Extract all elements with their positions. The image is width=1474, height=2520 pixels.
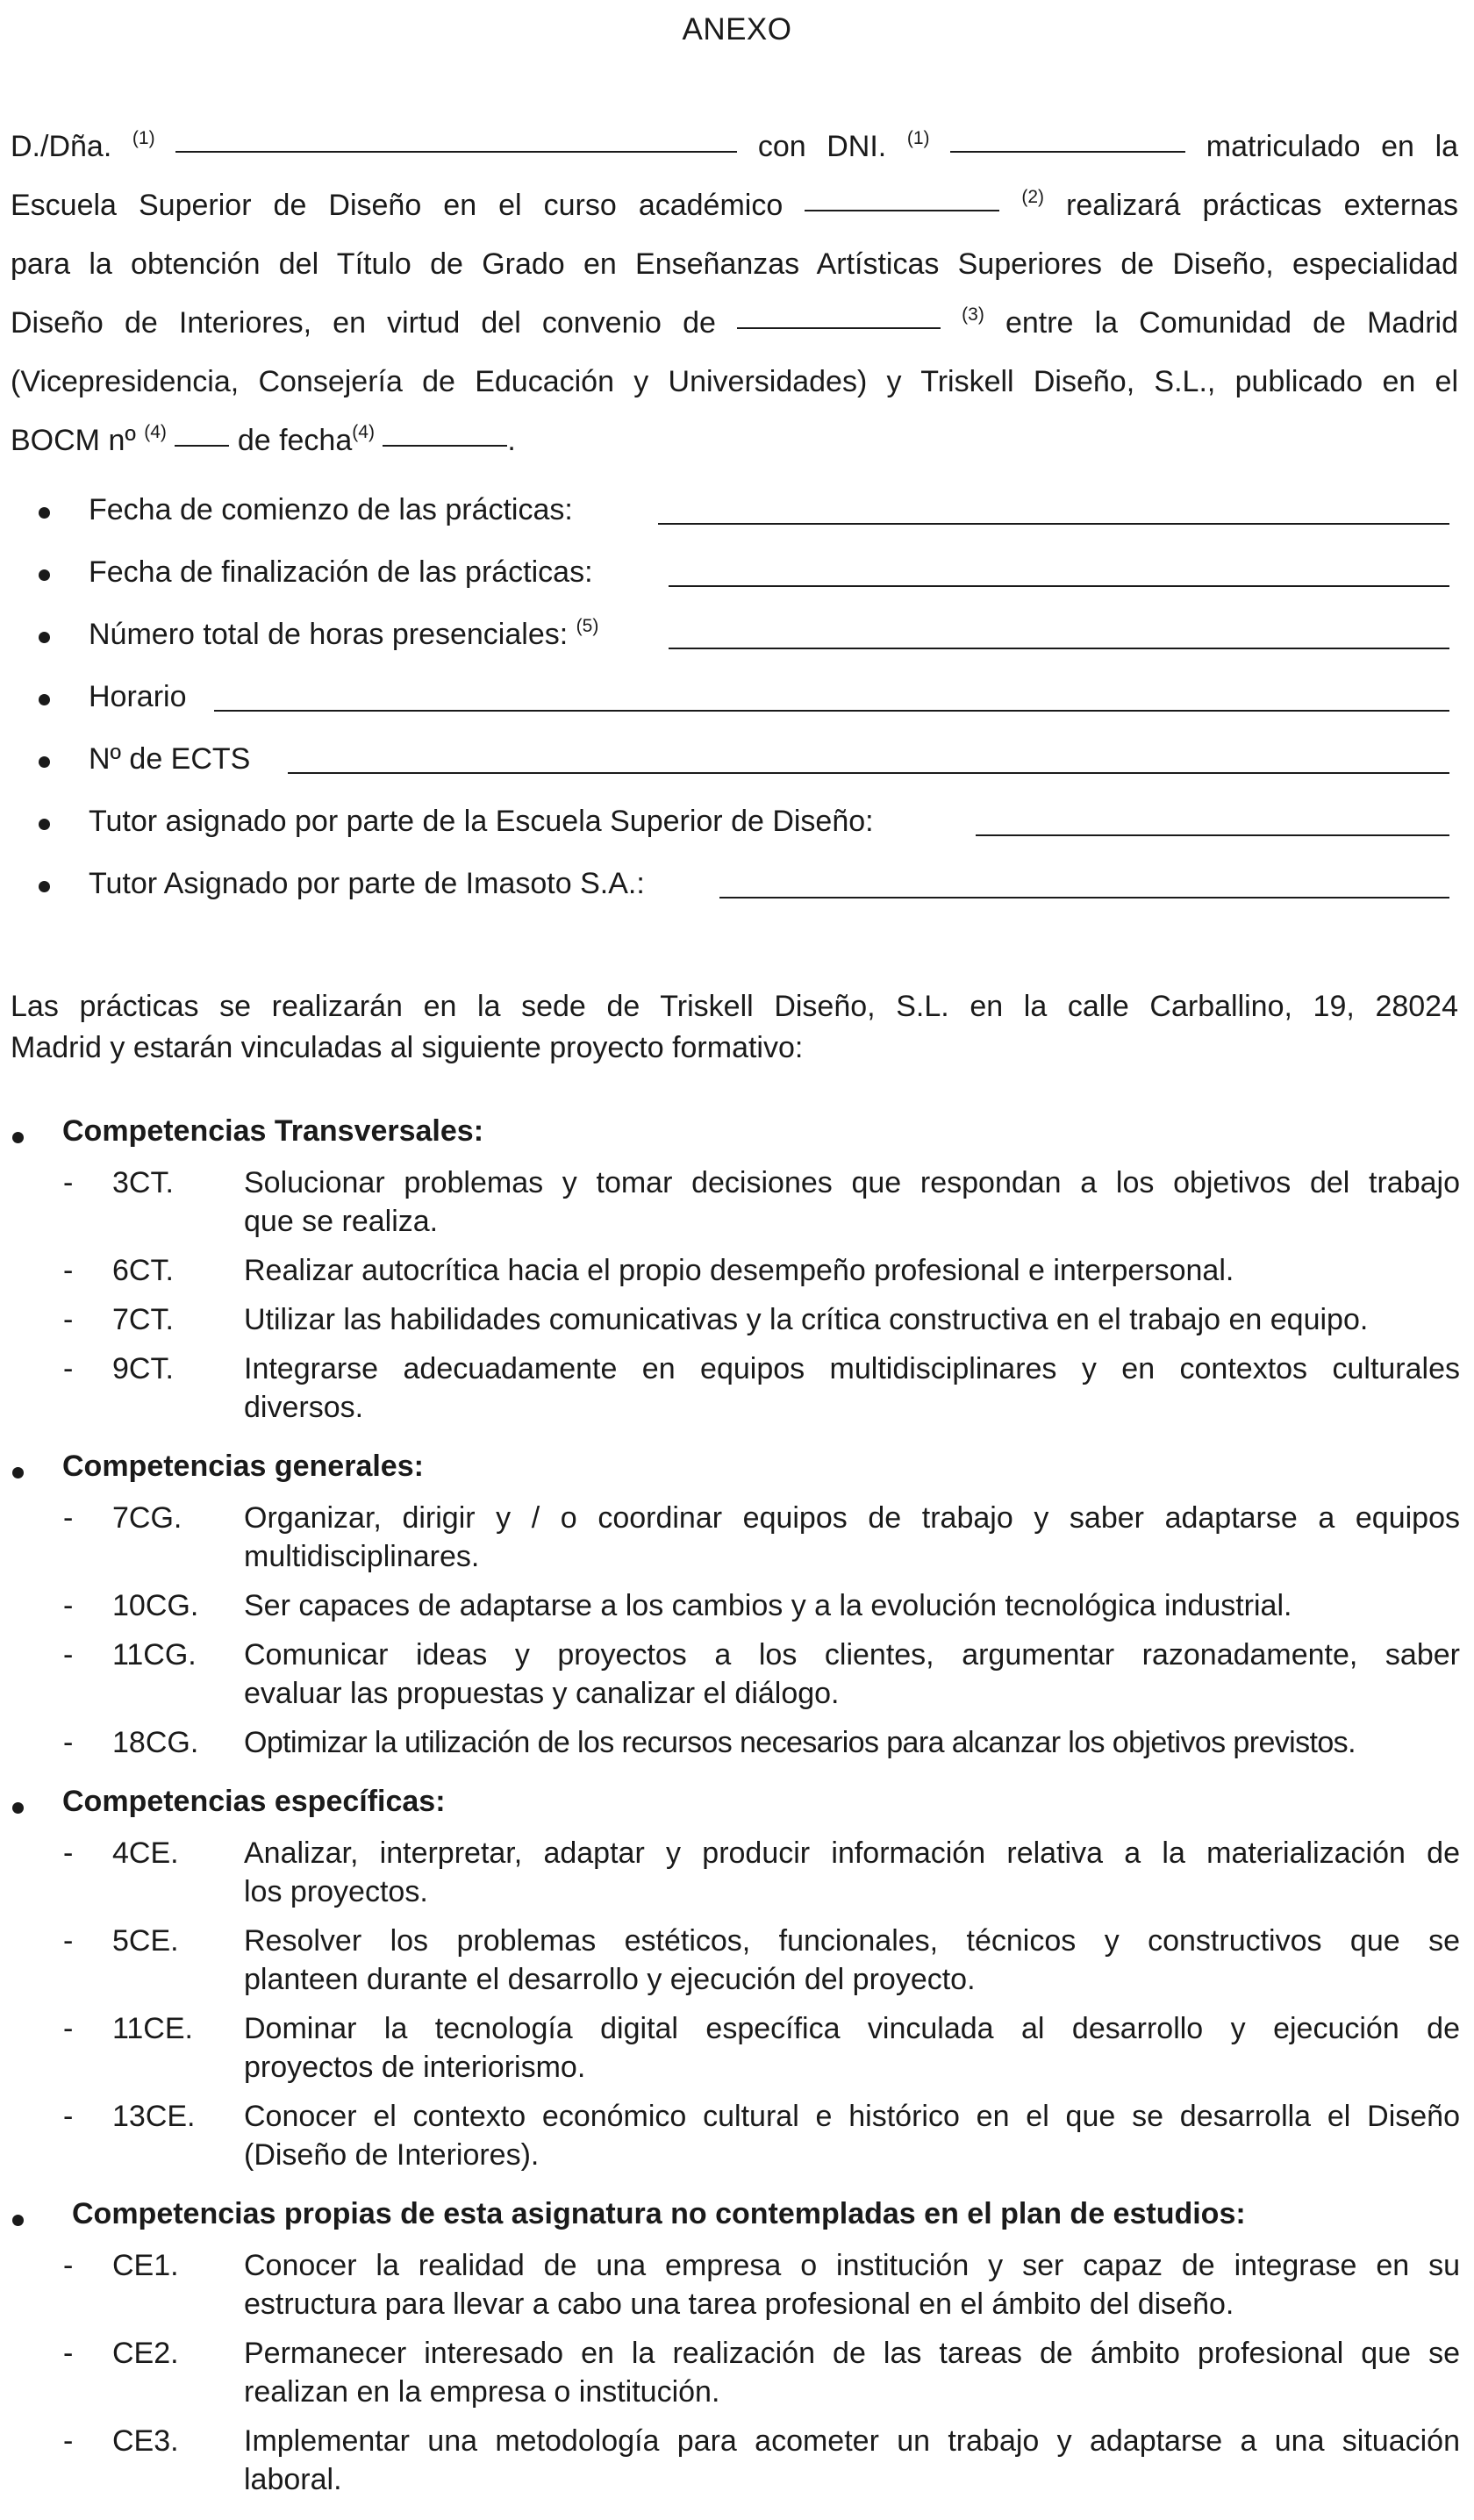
bullet-icon — [39, 819, 50, 830]
bullet-icon — [12, 1132, 24, 1143]
document-title: ANEXO — [682, 12, 792, 47]
bocm-number-blank[interactable] — [175, 444, 229, 447]
school-tutor-field[interactable] — [976, 834, 1449, 836]
company-tutor-field[interactable] — [719, 897, 1449, 898]
bocm-date-blank[interactable] — [383, 444, 507, 447]
end-date-field[interactable] — [669, 585, 1449, 587]
schedule-field[interactable] — [214, 710, 1449, 712]
intro-paragraph: D./Dña. $^{(1)}$ con DNI. $^{(1)}$ matriculado en la Escuela Superior de Diseño en el curso académico $^{(2)}$ realizará prácticas externas para la obtención del Título de Grado en Enseñanzas Artísticas Superiores de Diseño, especialidad Diseño de Interiores, en virtud del convenio de $^{(3)}$ entre la Comunidad de Madrid (Vicepresidencia, Consejería de Educación y Universidades) y Triskell Diseño, S.L., publicado en el BOCM nº $^{(4)}$ de fecha$^{(4)}$ . — [11, 128, 1459, 457]
list-item: Nº de ECTS — [0, 737, 1474, 790]
total-hours-field[interactable] — [669, 648, 1449, 649]
bullet-icon — [39, 694, 50, 705]
document-page: ANEXO D./Dña. $^{(1)}$ con DNI. $^{(1)}$ matriculado en la Escuela Superior de Diseño en el curso académico $^{(2)}$ realizará prácticas externas para la obtención del Título de Grado en Enseñanzas Artísticas Superiores de Diseño, especialidad Diseño de Interiores, en virtud del convenio de $^{(3)}$ entre la Comunidad de Madrid (Vicepresidencia, Consejería de Educación y Universidades) y Triskell Diseño, S.L., publicado en el BOCM nº $^{(4)}$ de fecha$^{(4)}$ . Fecha de comienzo de las prácticas: Fecha de finalización de las prácticas: Número total de horas presenciales: $^{(5)}$ Horario Nº de ECTS Tutor asignado por parte de la Escuela Superior de Diseño: Tutor Asignado por parte de Imasoto S.A.: Las prácticas se realizarán en la sede de Triskell Diseño, S.L. en la calle Carballino, 19, 28024 Madrid y estarán vinculadas al siguiente proyecto formativo: Competencias Transversales: - 3CT. Solucionar problemas y tomar decisiones que respondan a los objetivos del trabajo que se realiza. - 6CT. Realizar autocrítica hacia el propio desempeño profesional e interpersonal. - 7CT. Utilizar las habilidades comunicativas y la crítica constructiva en el trabajo en equipo. - 9CT. Integrarse adecuadamente en equipos multidisciplinares y en contextos culturales diversos. Competencias generales: - 7CG. Organizar, dirigir y / o coordinar equipos de trabajo y saber adaptarse a equipos multidisciplinares. - 10CG. Ser capaces de adaptarse a los cambios y a la evolución tecnológica industrial. - 11CG. Comunicar ideas y proyectos a los clientes, argumentar razonadamente, saber evaluar las propuestas y canalizar el diálogo. - 18CG. Optimizar la utilización de los recursos necesarios para alcanzar los objetivos previstos. Competencias específicas: - 4CE. Analizar, interpretar, adaptar y producir información relativa a la materialización de los proyectos. - 5CE. Resolver los problemas estéticos, funcionales, técnicos y constructivos que se planteen durante el desarrollo y ejecución del proyecto. - 11CE. Dominar la tecnología digital específica vinculada al desarrollo y ejecución de proyectos de interiorismo. - 13CE. Conocer el contexto económico cultural e histórico en el que se desarrolla el Diseño (Diseño de Interiores). Competencias propias de esta asignatura no contempladas en el plan de estudios: - CE1. Conocer la realidad de una empresa o institución y ser capaz de integrase en su estructura para llevar a cabo una tarea profesional en el ámbito del diseño. - CE2. Permanecer interesado en la realización de las tareas de ámbito profesional que se realizan en la empresa o institución. - CE3. Implementar una metodología para acometer un trabajo y adaptarse a una situación laboral. — [0, 0, 1474, 2520]
list-item: Tutor asignado por parte de la Escuela Superior de Diseño: — [0, 799, 1474, 852]
list-item: Horario — [0, 675, 1474, 727]
bullet-icon — [39, 756, 50, 768]
bullet-icon — [39, 507, 50, 519]
bullet-icon — [12, 2215, 24, 2226]
bullet-icon — [12, 1802, 24, 1814]
bullet-icon — [39, 881, 50, 892]
list-item: Fecha de finalización de las prácticas: — [0, 550, 1474, 603]
start-date-field[interactable] — [658, 523, 1449, 525]
name-blank[interactable] — [175, 150, 737, 153]
dni-blank[interactable] — [950, 150, 1185, 153]
course-year-blank[interactable] — [805, 209, 999, 211]
list-item: Tutor Asignado por parte de Imasoto S.A.: — [0, 862, 1474, 914]
ects-field[interactable] — [288, 772, 1449, 774]
bullet-icon — [39, 632, 50, 643]
bullet-icon — [12, 1467, 24, 1478]
list-item: Número total de horas presenciales: $^{(5)}$ — [0, 612, 1474, 665]
list-item: Fecha de comienzo de las prácticas: — [0, 488, 1474, 541]
agreement-date-blank[interactable] — [737, 326, 941, 329]
bullet-icon — [39, 569, 50, 581]
location-paragraph: Las prácticas se realizarán en la sede de Triskell Diseño, S.L. en la calle Carballino, 19, 28024 Madrid y estarán vinculadas al siguiente proyecto formativo: — [11, 990, 1458, 1064]
